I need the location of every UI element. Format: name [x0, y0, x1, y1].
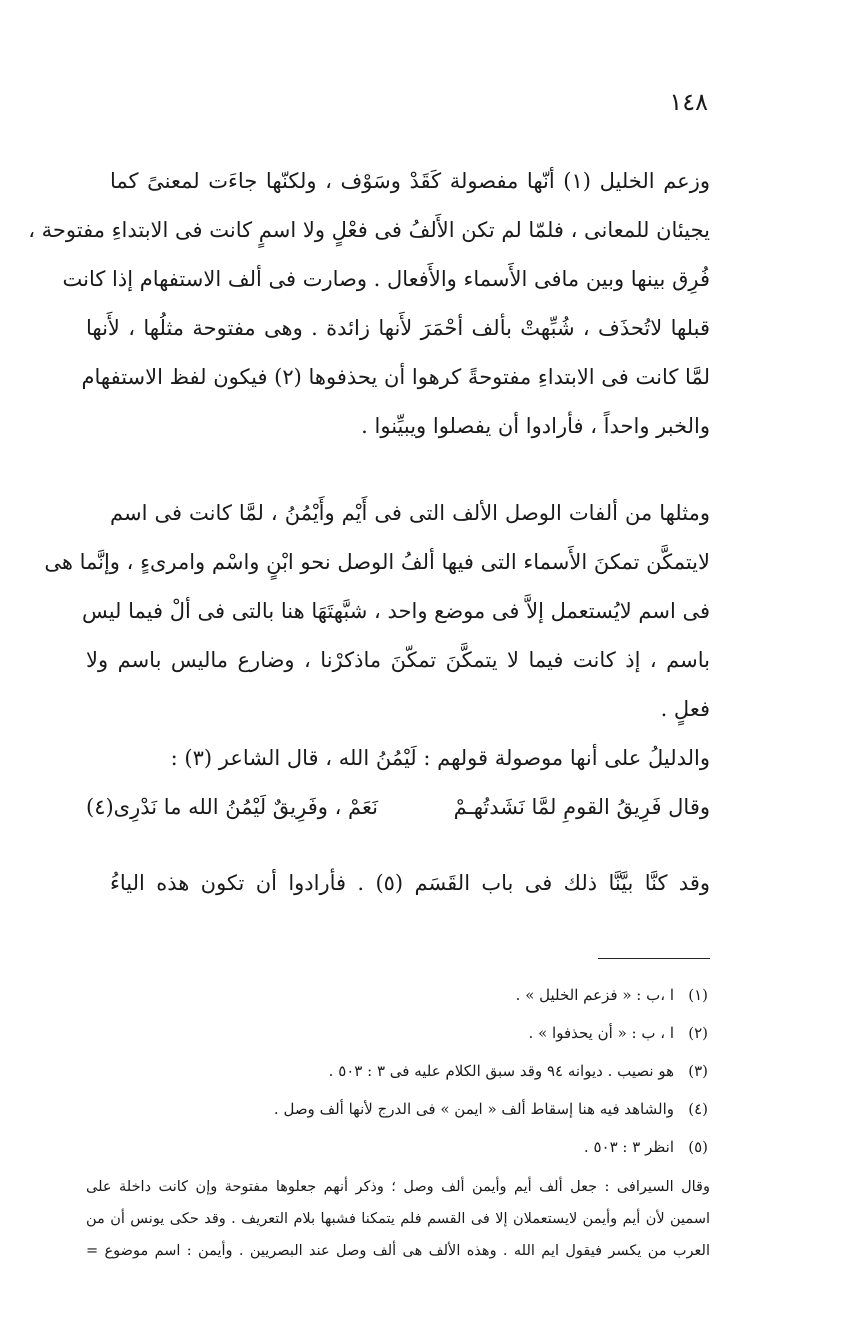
footnote-5-number: (٥) [688, 1138, 708, 1156]
footnote-4-text: والشاهد فيه هنا إسقاط ألف « ايمن » فى الدرج لأنها ألف وصل . [273, 1100, 674, 1118]
poetry-verse [86, 792, 710, 822]
paragraph-2-line-3: فى اسم لايُستعمل إلاَّ فى موضع واحد ، شبَّهتَهَا هنا بالتى فى ألْ فيما ليس [81, 599, 710, 623]
footnote-5 [108, 1136, 708, 1158]
footnote-1-text: ا ،ب : « فزعم الخليل » . [515, 986, 674, 1004]
footnote-3-number: (٣) [688, 1062, 708, 1080]
closing-line: وقد كنَّا بيَّنَّا ذلك فى باب القَسَم (٥) . فأرادوا أن تكون هذه الياءُ [110, 871, 710, 895]
verse-first-hemistich: وقال فَرِيقُ القومِ لمَّا نَشَدتُهـمْ [453, 795, 710, 819]
paragraph-1-line-2: يجيئان للمعانى ، فلمّا لم تكن الأَلفُ فى فعْلٍ ولا اسمٍ كانت فى الابتداءِ مفتوحة ، [28, 218, 710, 242]
commentary-line-1: وقال السيرافى : جعل ألف أيم وأيمن ألف وصل ؛ وذكر أنهم جعلوها مفتوحة وإن كانت داخلة على [86, 1179, 710, 1195]
paragraph-1-line-1: وزعم الخليل (١) أنّها مفصولة كَقَدْ وسَوْف ، ولكنّها جاءَت لمعنىً كما [110, 169, 710, 193]
paragraph-1-line-4: قبلها لاتُحذَف ، شُبِّهتْ بألف أحْمَرَ لأَنها زائدة . وهى مفتوحة مثلُها ، لأَنها [86, 316, 710, 340]
paragraph-2-line-2: لايتمكَّن تمكنَ الأَسماء التى فيها ألفُ الوصل نحو ابْنٍ واسْم وامرىءٍ ، وإنَّما هى [44, 550, 710, 574]
footnote-2-text: ا ، ب : « أن يحذفوا » . [528, 1024, 674, 1042]
footnote-3 [108, 1060, 708, 1082]
paragraph-2-line-4: باسم ، إذ كانت فيما لا يتمكَّنَ تمكّنَ ماذكرْنا ، وضارع ماليس باسم ولا [86, 648, 710, 672]
commentary-line-3: العرب من يكسر فيقول ايم الله . وهذه الألف هى ألف وصل عند البصريين . وأيمن : اسم موضوع = [86, 1243, 710, 1259]
footnote-separator [598, 958, 710, 959]
paragraph-1-line-5: لمَّا كانت فى الابتداءِ مفتوحةً كرهوا أن يحذفوها (٢) فيكون لفظ الاستفهام [81, 365, 710, 389]
footnote-3-text: هو نصيب . ديوانه ٩٤ وقد سبق الكلام عليه فى ٣ : ٥٠٣ . [328, 1062, 674, 1080]
verse-second-hemistich: نَعَمْ ، وفَرِيقٌ لَيْمُنُ الله ما نَدْرِى(٤) [86, 795, 378, 819]
footnote-2 [108, 1022, 708, 1044]
paragraph-2-line-5: فعلٍ . [660, 697, 710, 721]
paragraph-2-line-1: ومثلها من ألفات الوصل الألف التى فى أَيْم وأَيْمُنُ ، لمَّا كانت فى اسم [110, 501, 710, 525]
footnote-4 [108, 1098, 708, 1120]
main-text [28, 0, 710, 930]
paragraph-1-line-3: فُرِق بينها وبين مافى الأَسماء والأَفعال . وصارت فى ألف الاستفهام إذا كانت [62, 267, 710, 291]
footnote-5-text: انظر ٣ : ٥٠٣ . [583, 1138, 674, 1156]
paragraph-3-line-1: والدليلُ على أنها موصولة قولهم : لَيْمُنُ الله ، قال الشاعر (٣) : [170, 746, 710, 770]
paragraph-1-line-6: والخبر واحداً ، فأرادوا أن يفصلوا ويبيِّنوا . [361, 414, 710, 438]
commentary-line-2: اسمين لأن أيم وأيمن لايستعملان إلا فى القسم فلم يتمكنا فشبها بلام التعريف . وقد حكى يونس أن من [86, 1211, 710, 1227]
footnote-1 [108, 984, 708, 1006]
footnote-4-number: (٤) [688, 1100, 708, 1118]
footnote-2-number: (٢) [688, 1024, 708, 1042]
page-number: ١٤٨ [669, 88, 708, 116]
footnote-1-number: (١) [688, 986, 708, 1004]
